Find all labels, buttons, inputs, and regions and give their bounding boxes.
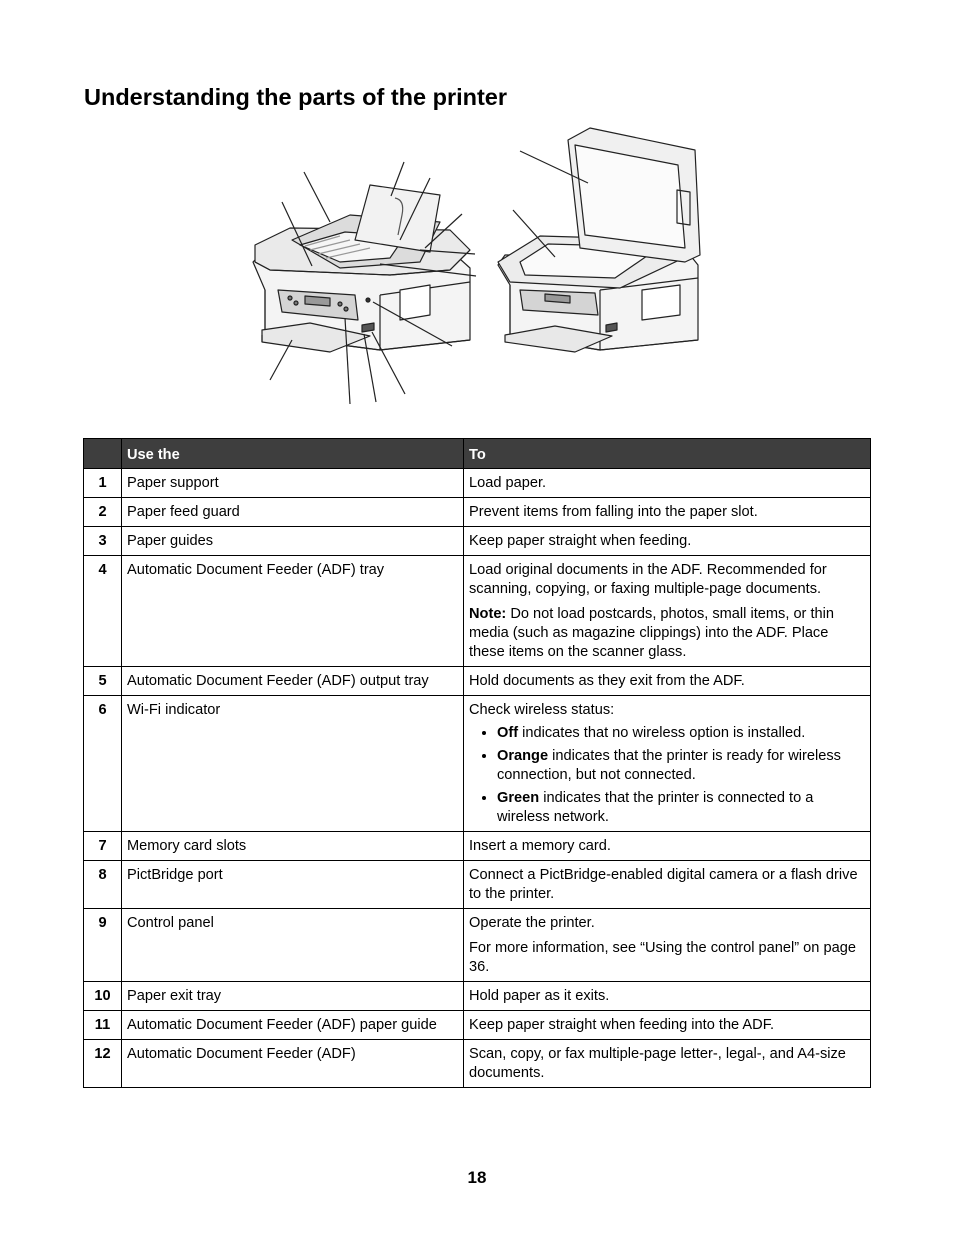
part-description: Keep paper straight when feeding. [464,527,871,556]
note-text: Do not load postcards, photos, small items, or thin media (such as magazine clippings) into the ADF. Place these items on the scanner glass. [469,606,835,660]
part-description-cell [464,909,871,982]
table-header-row [84,439,871,469]
note-label: Note: [469,606,507,622]
page-number: 18 [467,1168,487,1187]
column-header-to: To [464,439,871,469]
part-number: 1 [84,469,122,498]
status-text: indicates that the printer is connected to a wireless network. [497,790,814,825]
status-list [469,724,865,827]
table-row [84,982,871,1011]
part-name: Automatic Document Feeder (ADF) output tray [122,667,464,696]
part-description: Keep paper straight when feeding into the ADF. [464,1011,871,1040]
part-number: 4 [84,556,122,667]
part-name: Paper feed guard [122,498,464,527]
part-description-cell [464,556,871,667]
table-row [84,696,871,832]
part-number: 2 [84,498,122,527]
part-name: Paper guides [122,527,464,556]
part-number: 8 [84,861,122,909]
part-name: Memory card slots [122,832,464,861]
part-number: 5 [84,667,122,696]
table-row [84,556,871,667]
table-row [84,527,871,556]
part-name: Paper exit tray [122,982,464,1011]
part-description: Hold paper as it exits. [464,982,871,1011]
part-name: Automatic Document Feeder (ADF) tray [122,556,464,667]
part-name: Control panel [122,909,464,982]
status-label: Green [497,790,540,806]
status-text: indicates that no wireless option is installed. [518,725,806,741]
printer-parts-illustration [245,125,715,410]
part-number: 10 [84,982,122,1011]
table-row [84,469,871,498]
part-number: 12 [84,1040,122,1088]
part-description: Load original documents in the ADF. Recommended for scanning, copying, or faxing multiple-page documents. [469,562,827,597]
parts-table [83,438,871,1088]
status-label: Off [497,725,519,741]
part-description: Insert a memory card. [464,832,871,861]
part-number: 9 [84,909,122,982]
table-row [84,1040,871,1088]
part-description: Load paper. [464,469,871,498]
table-row [84,1011,871,1040]
list-item [497,724,865,743]
note [469,605,865,662]
part-name: Automatic Document Feeder (ADF) [122,1040,464,1088]
part-name: PictBridge port [122,861,464,909]
list-item [497,747,865,785]
part-number: 7 [84,832,122,861]
column-header-number [84,439,122,469]
part-number: 6 [84,696,122,832]
status-text: indicates that the printer is ready for wireless connection, but not connected. [497,748,841,783]
part-description-cell [464,696,871,832]
table-row [84,832,871,861]
part-description: Hold documents as they exit from the ADF. [464,667,871,696]
part-name: Paper support [122,469,464,498]
part-description: Check wireless status: [469,702,615,718]
part-number: 3 [84,527,122,556]
part-description: Operate the printer. [469,915,595,931]
table-row [84,909,871,982]
part-description: Scan, copy, or fax multiple-page letter-, legal-, and A4-size documents. [464,1040,871,1088]
part-name: Automatic Document Feeder (ADF) paper guide [122,1011,464,1040]
cross-reference: For more information, see “Using the control panel” on page 36. [469,940,856,975]
status-label: Orange [497,748,549,764]
list-item [497,789,865,827]
column-header-use-the: Use the [122,439,464,469]
table-row [84,861,871,909]
table-row [84,667,871,696]
part-description: Connect a PictBridge-enabled digital camera or a flash drive to the printer. [464,861,871,909]
part-name: Wi-Fi indicator [122,696,464,832]
part-number: 11 [84,1011,122,1040]
table-row [84,498,871,527]
part-description: Prevent items from falling into the paper slot. [464,498,871,527]
page-title: Understanding the parts of the printer [84,84,508,110]
